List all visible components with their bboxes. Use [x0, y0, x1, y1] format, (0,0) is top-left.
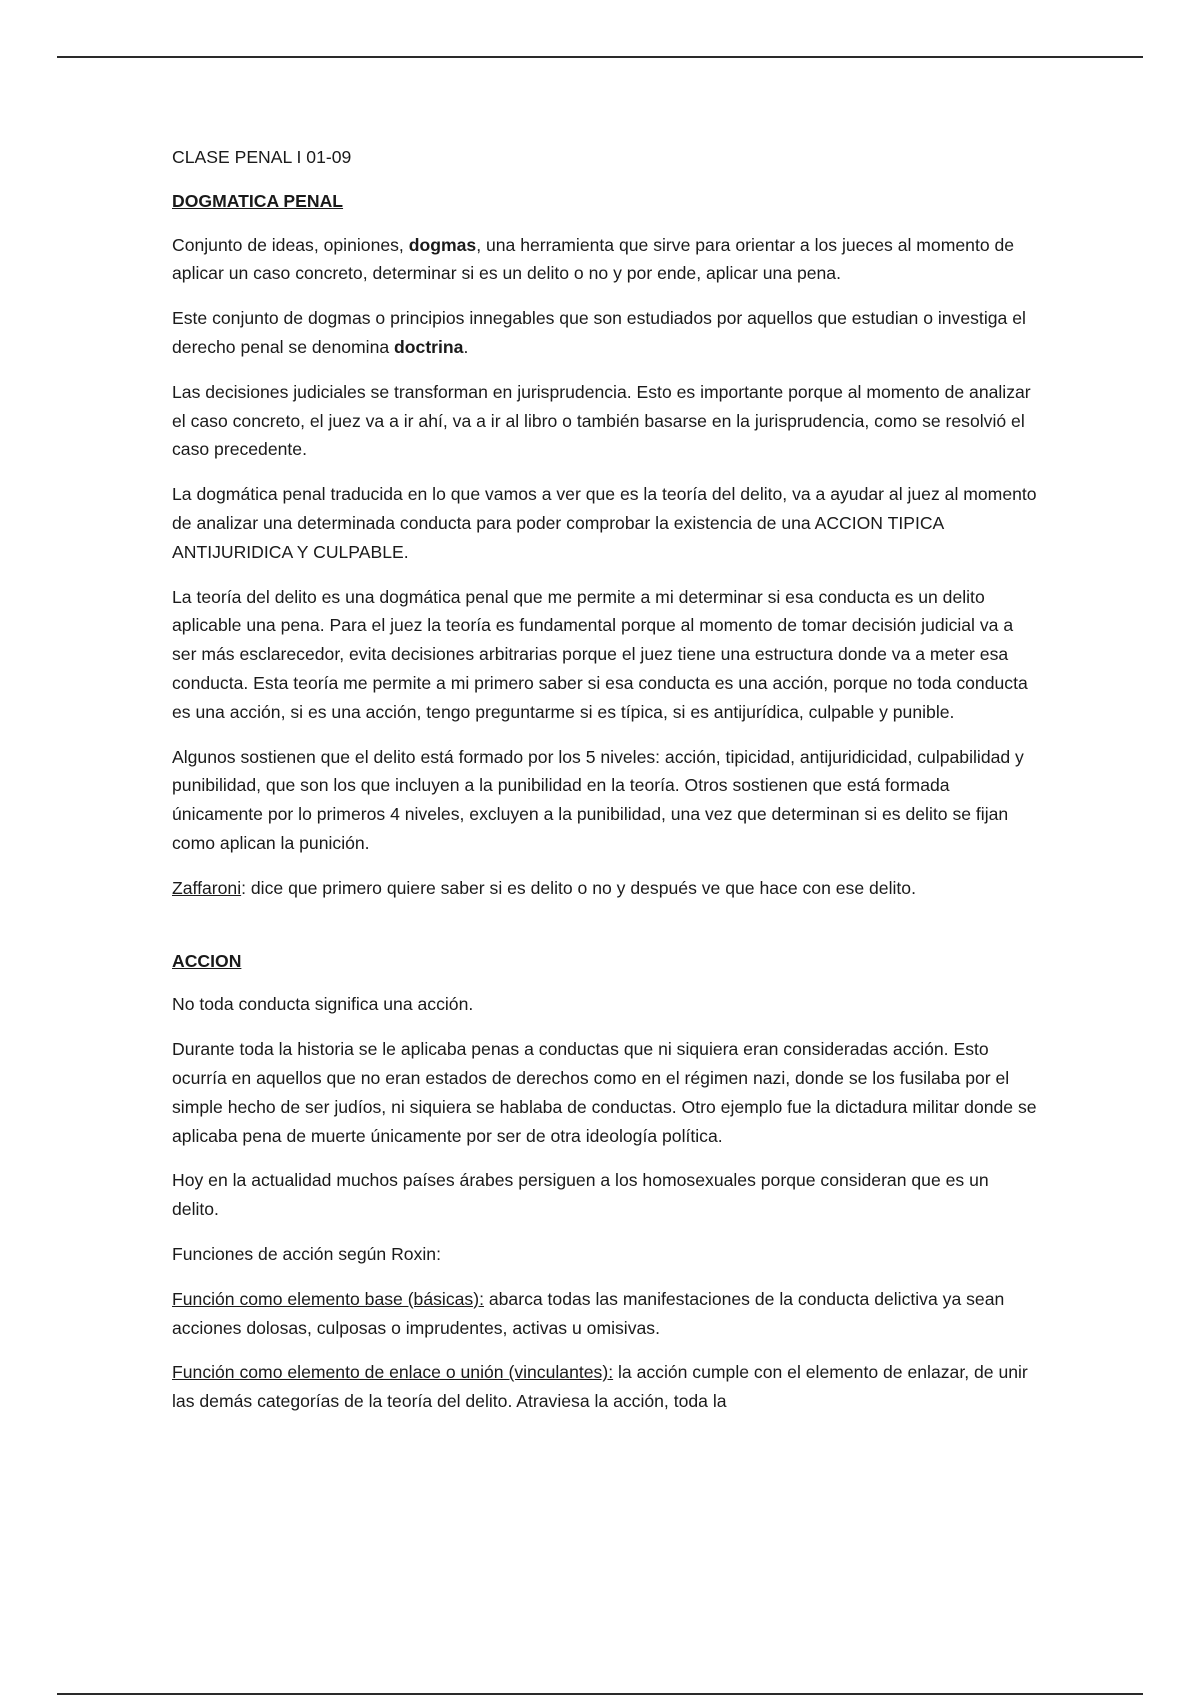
paragraph: Las decisiones judiciales se transforman en jurisprudencia. Esto es importante porque al momento de analizar el caso concreto, el juez va a ir ahí, va a ir al libro o también basarse en la jurisprudencia, como se resolvió el caso precedente. — [172, 381, 1031, 460]
paragraph: La teoría del delito es una dogmática penal que me permite a mi determinar si esa conducta es un delito aplicable una pena. Para el juez la teoría es fundamental porque al momento de tomar decisión judicial va a ser más esclarecedor, evita decisiones arbitrarias porque el juez tiene una estructura donde va a meter esa conducta. Esta teoría me permite a mi primero saber si esa conducta es una acción, porque no toda conducta es una acción, si es una acción, tengo preguntarme si es típica, si es antijurídica, culpable y punible. — [172, 586, 1028, 722]
paragraph: Algunos sostienen que el delito está formado por los 5 niveles: acción, tipicidad, antijuridicidad, culpabilidad y punibilidad, que son los que incluyen a la punibilidad en la teoría. Otros sostienen que está formada únicamente por lo primeros 4 niveles, excluyen a la punibilidad, una vez que determinan si es delito se fijan como aplican la punición. — [172, 746, 1024, 853]
bold-term: dogmas — [408, 234, 477, 255]
paragraph-text: abarca todas las manifestaciones de la conducta delictiva ya sean acciones dolosas, culposas o imprudentes, activas u omisivas. — [172, 1288, 1005, 1338]
document-body — [172, 143, 1038, 1432]
paragraph-text: : dice que primero quiere saber si es delito o no y después ve que hace con ese delito. — [241, 877, 916, 898]
paragraph-text: . — [463, 336, 469, 357]
paragraph: Funciones de acción según Roxin: — [172, 1243, 441, 1264]
document-title: CLASE PENAL I 01-09 — [172, 147, 352, 167]
header-rule — [57, 56, 1143, 58]
underlined-term: Función como elemento base (básicas): — [172, 1288, 484, 1309]
paragraph-text: , una herramienta que sirve para orientar a los jueces al momento de aplicar un caso concreto, determinar si es un delito o no y por ende, aplicar una pena. — [172, 234, 1015, 284]
section-heading-dogmatica: DOGMATICA PENAL — [172, 190, 344, 211]
paragraph — [172, 1285, 1038, 1343]
paragraph: La dogmática penal traducida en lo que vamos a ver que es la teoría del delito, va a ayudar al juez al momento de analizar una determinada conducta para poder comprobar la existencia de una ACCION TIPICA ANTIJURIDICA Y CULPABLE. — [172, 484, 1037, 562]
bold-term: doctrina — [394, 336, 464, 357]
paragraph — [172, 231, 1038, 289]
paragraph-text: la acción cumple con el elemento de enlazar, de unir las demás categorías de la teoría del delito. Atraviesa la acción, toda la — [172, 1362, 1028, 1412]
paragraph — [172, 1358, 1038, 1416]
footer-rule — [57, 1693, 1143, 1695]
blank-line — [172, 919, 1038, 947]
paragraph: Durante toda la historia se le aplicaba penas a conductas que ni siquiera eran consideradas acción. Esto ocurría en aquellos que no eran estados de derechos como en el régimen nazi, donde se los fusilaba por el simple hecho de ser judíos, ni siquiera se hablaba de conductas. Otro ejemplo fue la dictadura militar donde se aplicaba pena de muerte únicamente por ser de otra ideología política. — [172, 1039, 1037, 1146]
paragraph: No toda conducta significa una acción. — [172, 994, 474, 1015]
underlined-term: Zaffaroni — [172, 877, 242, 898]
section-heading-accion: ACCION — [172, 950, 242, 971]
paragraph-text: Este conjunto de dogmas o principios innegables que son estudiados por aquellos que estudian o investiga el derecho penal se denomina — [172, 308, 1026, 357]
paragraph — [172, 874, 1038, 903]
paragraph — [172, 304, 1038, 362]
paragraph-text: Conjunto de ideas, opiniones, — [172, 234, 409, 255]
underlined-term: Función como elemento de enlace o unión (vinculantes): — [172, 1362, 614, 1383]
paragraph: Hoy en la actualidad muchos países árabes persiguen a los homosexuales porque consideran que es un delito. — [172, 1170, 989, 1220]
